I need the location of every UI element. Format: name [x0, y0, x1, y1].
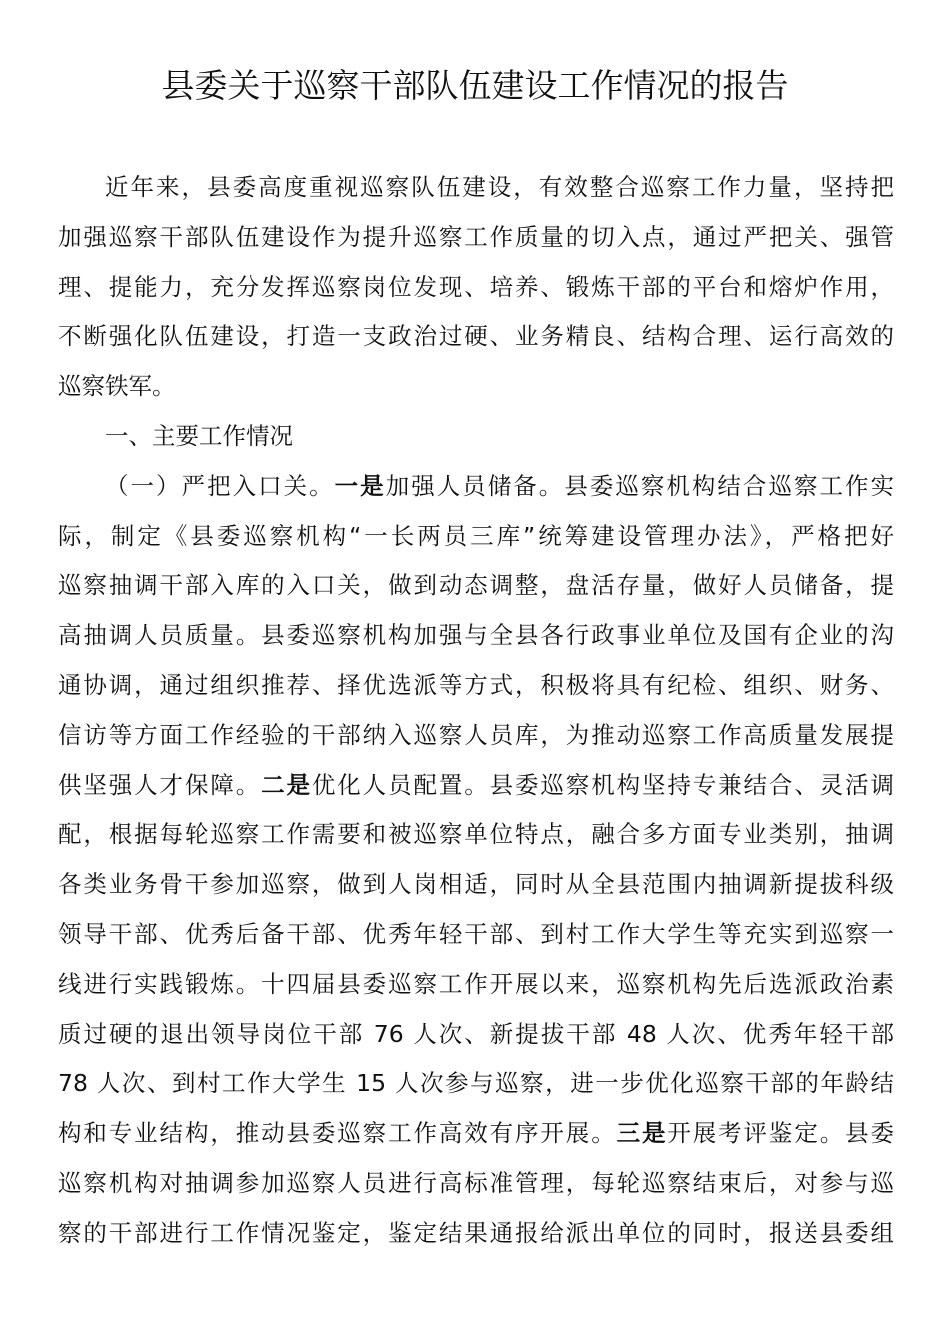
paragraph-line: 巡察机构对抽调参加巡察人员进行高标准管理，每轮巡察结束后，对参与巡 — [58, 1168, 894, 1197]
paragraph-line: 信访等方面工作经验的干部纳入巡察人员库，为推动巡察工作高质量发展提 — [58, 720, 894, 749]
paragraph-text: 供坚强人才保障。 — [58, 770, 262, 799]
intro-line: 巡察铁军。 — [58, 372, 176, 401]
intro-line: 加强巡察干部队伍建设作为提升巡察工作质量的切入点，通过严把关、强管 — [58, 222, 894, 251]
document-title: 县委关于巡察干部队伍建设工作情况的报告 — [161, 66, 789, 105]
point-marker: 三是 — [616, 1119, 668, 1148]
paragraph-line — [58, 462, 894, 512]
paragraph-text: 加强人员储备。县委巡察机构结合巡察工作实 — [385, 471, 895, 500]
paragraph-line — [58, 761, 894, 811]
paragraph-line: 78 人次、到村工作大学生 15 人次参与巡察，进一步优化巡察干部的年龄结 — [58, 1069, 894, 1098]
subsection-heading: （一）严把入口关。 — [105, 471, 335, 500]
intro-line: 近年来，县委高度重视巡察队伍建设，有效整合巡察工作力量，坚持把 — [105, 173, 894, 201]
section-heading: 一、主要工作情况 — [105, 421, 293, 450]
point-marker: 一是 — [334, 471, 386, 500]
paragraph-line: 线进行实践锻炼。十四届县委巡察工作开展以来，巡察机构先后选派政治素 — [58, 969, 894, 998]
intro-line: 不断强化队伍建设，打造一支政治过硬、业务精良、结构合理、运行高效的 — [58, 322, 894, 351]
paragraph-line: 通协调，通过组织推荐、择优选派等方式，积极将具有纪检、组织、财务、 — [58, 670, 894, 699]
paragraph-line: 配，根据每轮巡察工作需要和被巡察单位特点，融合多方面专业类别，抽调 — [58, 820, 894, 849]
paragraph-text: 优化人员配置。县委巡察机构坚持专兼结合、灵活调 — [311, 770, 894, 799]
point-marker: 二是 — [261, 770, 312, 799]
document-body — [58, 163, 894, 1259]
paragraph-text: 构和专业结构，推动县委巡察工作高效有序开展。 — [58, 1119, 617, 1148]
paragraph-line: 巡察抽调干部入库的入口关，做到动态调整，盘活存量，做好人员储备，提 — [58, 571, 894, 600]
paragraph-line: 领导干部、优秀后备干部、优秀年轻干部、到村工作大学生等充实到巡察一 — [58, 919, 894, 948]
intro-line: 理、提能力，充分发挥巡察岗位发现、培养、锻炼干部的平台和熔炉作用， — [58, 272, 894, 301]
paragraph-line: 察的干部进行工作情况鉴定，鉴定结果通报给派出单位的同时，报送县委组 — [58, 1218, 894, 1247]
paragraph-line — [58, 1109, 894, 1159]
paragraph-line: 际，制定《县委巡察机构“一长两员三库”统筹建设管理办法》，严格把好 — [58, 521, 894, 550]
paragraph-text: 开展考评鉴定。县委 — [667, 1119, 894, 1148]
paragraph-line: 高抽调人员质量。县委巡察机构加强与全县各行政事业单位及国有企业的沟 — [58, 621, 894, 650]
paragraph-line: 质过硬的退出领导岗位干部 76 人次、新提拔干部 48 人次、优秀年轻干部 — [58, 1019, 894, 1048]
paragraph-line: 各类业务骨干参加巡察，做到人岗相适，同时从全县范围内抽调新提拔科级 — [58, 870, 894, 899]
